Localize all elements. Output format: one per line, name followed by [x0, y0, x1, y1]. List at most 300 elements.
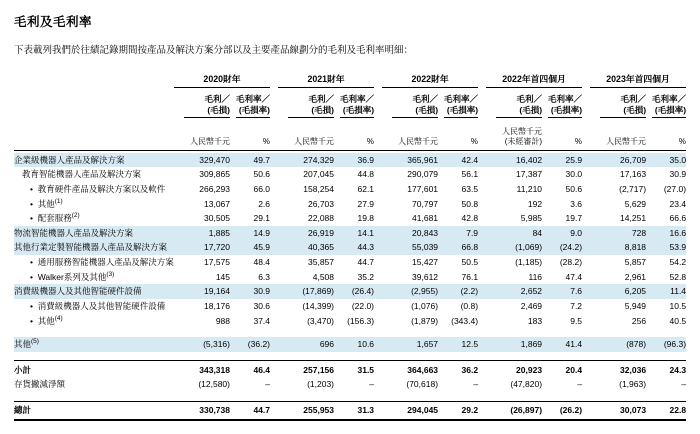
profit-value-cell: 39,612	[412, 271, 439, 282]
column-spacer	[582, 377, 590, 392]
column-spacer	[582, 211, 590, 226]
column-spacer	[374, 240, 382, 255]
profit-value-cell: 1,869	[486, 337, 542, 352]
profit-value-cell: 329,470	[174, 153, 230, 168]
column-spacer	[582, 255, 590, 270]
profit-value-cell: 207,045	[303, 169, 335, 180]
profit-value-cell: 30,073	[620, 405, 647, 416]
column-spacer	[374, 284, 382, 299]
column-spacer	[478, 403, 486, 418]
column-spacer	[270, 182, 278, 197]
margin-value-cell: (2.2)	[438, 284, 478, 299]
margin-value-cell: 50.6	[253, 169, 271, 180]
margin-value-cell: 36.2	[461, 364, 479, 375]
column-spacer	[582, 90, 590, 120]
margin-value-cell: 22.8	[669, 405, 687, 416]
profit-value-cell: 2,961	[624, 271, 647, 282]
margin-value-cell: 45.9	[230, 240, 270, 255]
column-spacer	[582, 72, 590, 90]
column-spacer	[582, 299, 590, 314]
column-spacer	[270, 299, 278, 314]
row-label: • 其他$^{(4)}$	[30, 314, 63, 326]
column-spacer	[270, 255, 278, 270]
profit-value-cell: 183	[527, 315, 543, 326]
profit-value-cell: 255,953	[303, 405, 335, 416]
gross-profit-table	[14, 72, 686, 421]
segment-row	[14, 226, 686, 241]
row-label: • Walker系列及其他$^{(3)}$	[30, 270, 115, 282]
column-spacer	[478, 337, 486, 352]
segment-row	[14, 337, 686, 352]
margin-value-cell: 56.1	[461, 169, 479, 180]
column-spacer	[270, 240, 278, 255]
table-body	[14, 153, 686, 422]
profit-value-cell: 16,402	[486, 153, 542, 168]
row-label: 存貨撇減淨額	[14, 379, 66, 390]
profit-value-cell: 19,164	[174, 284, 230, 299]
column-spacer	[478, 226, 486, 241]
segment-row	[14, 153, 686, 168]
profit-value-cell: 266,293	[199, 183, 230, 194]
margin-value-cell: 49.7	[230, 153, 270, 168]
gross-profit-header: 毛利／ (毛損)	[590, 90, 646, 120]
double-rule-line	[14, 419, 686, 422]
profit-value-cell: 40,365	[278, 240, 334, 255]
margin-value-cell: 6.3	[258, 271, 271, 282]
profit-value-cell: 70,797	[412, 198, 439, 209]
margin-value-cell: 35.2	[357, 271, 375, 282]
margin-value-cell: 3.6	[570, 198, 583, 209]
margin-value-cell: 29.2	[461, 405, 479, 416]
margin-value-cell: 23.4	[669, 198, 687, 209]
bullet-icon: •	[30, 183, 38, 194]
bullet-icon: •	[30, 257, 38, 268]
column-spacer	[374, 299, 382, 314]
profit-value-cell: (1,203)	[307, 379, 335, 390]
column-spacer	[478, 363, 486, 378]
year-header-row	[14, 72, 686, 90]
profit-value-cell: (1,879)	[411, 315, 439, 326]
margin-value-cell: (26.2)	[559, 405, 583, 416]
column-spacer	[582, 363, 590, 378]
units-row	[14, 120, 686, 151]
profit-value-cell: 2,469	[520, 300, 543, 311]
table-row	[14, 363, 686, 378]
margin-value-cell: (96.3)	[646, 337, 686, 352]
year-label: 2020財年	[174, 74, 270, 88]
column-spacer	[582, 226, 590, 241]
margin-value-cell: 27.9	[357, 198, 375, 209]
profit-value-cell: 274,329	[278, 153, 334, 168]
column-spacer	[582, 182, 590, 197]
profit-value-cell: 13,067	[204, 198, 230, 209]
gross-profit-header: 毛利／ (毛損)	[382, 90, 438, 120]
gross-profit-header: 毛利／ (毛損)	[278, 90, 334, 120]
column-spacer	[374, 314, 382, 329]
gross-margin-header: 毛利率／ (毛損率)	[230, 90, 270, 120]
table-row	[14, 403, 686, 418]
column-spacer	[478, 90, 486, 120]
column-spacer	[478, 153, 486, 168]
gross-profit-header: 毛利／ (毛損)	[174, 90, 230, 120]
row-label: • 配套服務$^{(2)}$	[30, 212, 80, 224]
column-spacer	[270, 153, 278, 168]
unit-currency-label: 人民幣千元 (未經審計)	[502, 127, 543, 147]
footnote-ref: (2)	[71, 212, 80, 220]
row-label: 小計	[14, 364, 32, 375]
corner-cell	[14, 72, 174, 90]
page-title: 毛利及毛利率	[14, 15, 93, 29]
margin-value-cell: 37.4	[253, 315, 271, 326]
row-label: • 其他$^{(1)}$	[30, 197, 63, 209]
horizontal-rule	[14, 418, 686, 422]
unit-percent-label: %	[470, 137, 479, 147]
spacer-row	[14, 328, 686, 337]
unit-currency-label: 人民幣千元	[294, 137, 335, 147]
margin-value-cell: 14.9	[230, 226, 270, 241]
footnote-ref: (4)	[54, 314, 63, 322]
spacer-row	[14, 392, 686, 401]
year-header	[486, 72, 582, 90]
profit-value-cell: 55,039	[382, 240, 438, 255]
margin-value-cell: –	[681, 379, 687, 390]
column-spacer	[582, 120, 590, 151]
margin-value-cell: 16.6	[646, 226, 686, 241]
profit-value-cell: (70,618)	[406, 379, 439, 390]
column-spacer	[270, 226, 278, 241]
gross-margin-header: 毛利率／ (毛損率)	[646, 90, 686, 120]
column-spacer	[478, 240, 486, 255]
column-spacer	[270, 284, 278, 299]
segment-row	[14, 284, 686, 299]
margin-value-cell: 29.1	[253, 213, 271, 224]
margin-value-cell: 50.5	[461, 257, 479, 268]
margin-value-cell: 9.5	[570, 315, 583, 326]
margin-value-cell: 30.9	[669, 169, 687, 180]
margin-value-cell: 11.4	[646, 284, 686, 299]
row-label: 教育智能機器人產品及解決方案	[22, 169, 142, 180]
margin-value-cell: 9.0	[542, 226, 582, 241]
margin-value-cell: 19.7	[565, 213, 583, 224]
row-label: • 消費級機器人及其他智能硬件設備	[30, 300, 166, 311]
profit-value-cell: 696	[278, 337, 334, 352]
column-spacer	[374, 90, 382, 120]
profit-value-cell: 6,205	[590, 284, 646, 299]
profit-value-cell: 11,210	[516, 183, 543, 194]
profit-value-cell: 4,508	[312, 271, 335, 282]
margin-value-cell: 41.4	[542, 337, 582, 352]
column-spacer	[374, 403, 382, 418]
profit-value-cell: (17,869)	[278, 284, 334, 299]
profit-value-cell: 5,985	[520, 213, 543, 224]
margin-value-cell: 7.6	[542, 284, 582, 299]
table-header	[14, 72, 686, 153]
margin-value-cell: 50.8	[461, 198, 479, 209]
profit-value-cell: (26,897)	[510, 405, 543, 416]
footnote-ref: (5)	[31, 338, 39, 346]
unit-currency-label: 人民幣千元	[398, 137, 439, 147]
margin-value-cell: (22.0)	[351, 300, 375, 311]
row-label: 企業級機器人產品及解決方案	[14, 153, 174, 168]
column-spacer	[270, 403, 278, 418]
profit-value-cell: 20,843	[382, 226, 438, 241]
column-spacer	[582, 167, 590, 182]
profit-value-cell: 1,885	[174, 226, 230, 241]
column-spacer	[478, 120, 486, 151]
column-spacer	[374, 211, 382, 226]
profit-value-cell: (14,399)	[302, 300, 335, 311]
margin-value-cell: 42.8	[461, 213, 479, 224]
profit-value-cell: 728	[590, 226, 646, 241]
column-spacer	[374, 197, 382, 212]
column-spacer	[478, 72, 486, 90]
column-spacer	[478, 197, 486, 212]
profit-value-cell: 290,079	[407, 169, 439, 180]
margin-value-cell: (26.4)	[334, 284, 374, 299]
margin-value-cell: –	[369, 379, 375, 390]
margin-value-cell: 30.9	[230, 284, 270, 299]
unit-currency-label: 人民幣千元	[190, 137, 230, 147]
profit-value-cell: 26,919	[278, 226, 334, 241]
column-spacer	[374, 255, 382, 270]
corner-cell	[14, 120, 174, 151]
profit-value-cell: 8,818	[590, 240, 646, 255]
margin-value-cell: 53.9	[646, 240, 686, 255]
margin-value-cell: 63.5	[461, 183, 479, 194]
margin-value-cell: 47.4	[565, 271, 583, 282]
column-spacer	[478, 299, 486, 314]
margin-value-cell: 44.7	[253, 405, 271, 416]
profit-value-cell: 17,387	[516, 169, 543, 180]
column-spacer	[270, 90, 278, 120]
year-header	[278, 72, 374, 90]
column-spacer	[374, 72, 382, 90]
column-spacer	[478, 182, 486, 197]
table-row	[14, 167, 686, 182]
year-label: 2022財年	[382, 74, 478, 88]
table-row	[14, 255, 686, 270]
unit-percent-label: %	[366, 137, 375, 147]
margin-value-cell: 66.8	[438, 240, 478, 255]
gross-margin-header: 毛利率／ (毛損率)	[438, 90, 478, 120]
column-spacer	[374, 120, 382, 151]
year-header	[590, 72, 686, 90]
bullet-icon: •	[30, 271, 38, 282]
margin-value-cell: 30.0	[565, 169, 583, 180]
profit-value-cell: (1,069)	[486, 240, 542, 255]
gross-profit-header: 毛利／ (毛損)	[486, 90, 542, 120]
column-spacer	[270, 72, 278, 90]
margin-value-cell: 12.5	[438, 337, 478, 352]
margin-value-cell: 7.9	[438, 226, 478, 241]
profit-value-cell: 22,088	[308, 213, 335, 224]
unit-percent-label: %	[678, 137, 687, 147]
row-label: 其他$^{(5)}$	[14, 337, 174, 352]
margin-value-cell: –	[473, 379, 479, 390]
row-label: 物流智能機器人產品及解決方案	[14, 226, 174, 241]
margin-value-cell: (27.0)	[663, 183, 687, 194]
profit-value-cell: 26,703	[308, 198, 335, 209]
margin-value-cell: 7.2	[570, 300, 583, 311]
margin-value-cell: 36.9	[334, 153, 374, 168]
spacer-row	[14, 352, 686, 361]
margin-value-cell: 19.8	[357, 213, 375, 224]
margin-value-cell: 10.5	[669, 300, 687, 311]
segment-row	[14, 240, 686, 255]
margin-value-cell: 48.4	[253, 257, 271, 268]
margin-value-cell: –	[265, 379, 271, 390]
profit-value-cell: 257,156	[303, 364, 335, 375]
column-spacer	[478, 314, 486, 329]
column-spacer	[374, 337, 382, 352]
profit-value-cell: 26,709	[590, 153, 646, 168]
margin-value-cell: (24.2)	[542, 240, 582, 255]
column-spacer	[374, 182, 382, 197]
row-label: 總計	[14, 405, 32, 416]
margin-value-cell: 54.2	[669, 257, 687, 268]
column-spacer	[270, 197, 278, 212]
column-spacer	[582, 314, 590, 329]
table-row	[14, 314, 686, 329]
profit-value-cell: (12,580)	[198, 379, 230, 390]
year-label: 2022年首四個月	[486, 74, 582, 88]
profit-value-cell: 17,720	[174, 240, 230, 255]
profit-value-cell: (5,316)	[174, 337, 230, 352]
year-label: 2023年首四個月	[590, 74, 686, 88]
profit-value-cell: 14,251	[620, 213, 647, 224]
unit-currency-label: 人民幣千元	[606, 137, 647, 147]
row-label: 消費級機器人及其他智能硬件設備	[14, 284, 174, 299]
column-spacer	[582, 240, 590, 255]
column-spacer	[270, 377, 278, 392]
profit-value-cell: 32,036	[620, 364, 647, 375]
margin-value-cell: (156.3)	[347, 315, 375, 326]
profit-value-cell: 294,045	[407, 405, 439, 416]
margin-value-cell: 76.1	[461, 271, 479, 282]
profit-value-cell: 192	[527, 198, 543, 209]
table-row	[14, 197, 686, 212]
column-spacer	[582, 270, 590, 285]
margin-value-cell: 44.7	[357, 257, 375, 268]
column-spacer	[270, 270, 278, 285]
profit-value-cell: (2,955)	[382, 284, 438, 299]
margin-value-cell: (343.4)	[451, 315, 479, 326]
margin-value-cell: 44.3	[334, 240, 374, 255]
row-label: • 教育硬件產品及解決方案以及軟件	[30, 183, 166, 194]
margin-value-cell: 66.6	[669, 213, 687, 224]
profit-value-cell: 116	[528, 271, 543, 282]
profit-value-cell: 365,961	[382, 153, 438, 168]
year-header	[382, 72, 478, 90]
column-spacer	[270, 363, 278, 378]
column-spacer	[374, 363, 382, 378]
margin-value-cell: 10.6	[334, 337, 374, 352]
profit-value-cell: 364,663	[407, 364, 439, 375]
margin-value-cell: –	[577, 379, 583, 390]
column-spacer	[478, 255, 486, 270]
column-spacer	[374, 377, 382, 392]
margin-value-cell: 46.4	[253, 364, 271, 375]
column-spacer	[582, 403, 590, 418]
double-rule-row	[14, 418, 686, 422]
margin-value-cell: 66.0	[253, 183, 271, 194]
profit-value-cell: 41,681	[412, 213, 439, 224]
column-spacer	[374, 226, 382, 241]
column-spacer	[270, 337, 278, 352]
column-spacer	[374, 167, 382, 182]
margin-value-cell: 2.6	[258, 198, 271, 209]
table-row	[14, 299, 686, 314]
profit-value-cell: (3,470)	[307, 315, 335, 326]
profit-value-cell: 30,505	[204, 213, 230, 224]
footnote-ref: (3)	[106, 270, 115, 278]
profit-value-cell: 2,652	[486, 284, 542, 299]
profit-value-cell: 5,949	[624, 300, 647, 311]
profit-value-cell: 17,575	[204, 257, 230, 268]
column-spacer	[478, 167, 486, 182]
margin-value-cell: (28.2)	[559, 257, 583, 268]
margin-value-cell: 14.1	[334, 226, 374, 241]
bullet-icon: •	[30, 315, 38, 326]
row-label: 其他行業定製智能機器人產品及解決方案	[14, 240, 174, 255]
year-header	[174, 72, 270, 90]
profit-value-cell: 15,427	[412, 257, 439, 268]
profit-value-cell: (2,717)	[619, 183, 647, 194]
column-spacer	[582, 284, 590, 299]
margin-value-cell: 30.6	[253, 300, 271, 311]
column-spacer	[270, 120, 278, 151]
profit-value-cell: 145	[215, 271, 230, 282]
column-spacer	[270, 211, 278, 226]
column-spacer	[478, 270, 486, 285]
margin-value-cell: 50.6	[565, 183, 583, 194]
profit-value-cell: (878)	[590, 337, 646, 352]
column-spacer	[582, 197, 590, 212]
column-spacer	[478, 211, 486, 226]
unit-percent-label: %	[574, 137, 583, 147]
margin-value-cell: 62.1	[357, 183, 375, 194]
year-label: 2021財年	[278, 74, 374, 88]
profit-value-cell: 158,254	[303, 183, 335, 194]
margin-value-cell: (0.8)	[460, 300, 479, 311]
column-spacer	[478, 284, 486, 299]
profit-value-cell: (1,185)	[515, 257, 543, 268]
column-spacer	[582, 153, 590, 168]
column-spacer	[374, 270, 382, 285]
margin-value-cell: 24.3	[669, 364, 687, 375]
unit-percent-label: %	[262, 137, 271, 147]
margin-value-cell: 42.4	[438, 153, 478, 168]
bullet-icon: •	[30, 300, 38, 311]
gross-margin-header: 毛利率／ (毛損率)	[334, 90, 374, 120]
profit-value-cell: 330,738	[199, 405, 230, 416]
bullet-icon: •	[30, 213, 38, 224]
profit-value-cell: 5,629	[624, 198, 647, 209]
margin-value-cell: 40.5	[669, 315, 687, 326]
profit-value-cell: 18,176	[204, 300, 230, 311]
column-header-row	[14, 90, 686, 120]
column-spacer	[478, 377, 486, 392]
table-description: 下表載列我們於往績記錄期間按產品及解決方案分部以及主要產品線劃分的毛利及毛利率明細：	[14, 45, 414, 56]
profit-value-cell: 17,163	[620, 169, 647, 180]
profit-value-cell: 84	[486, 226, 542, 241]
margin-value-cell: 52.8	[669, 271, 687, 282]
profit-value-cell: (1,076)	[411, 300, 439, 311]
column-spacer	[374, 153, 382, 168]
bullet-icon: •	[30, 198, 38, 209]
margin-value-cell: 44.8	[357, 169, 375, 180]
margin-value-cell: (36.2)	[230, 337, 270, 352]
